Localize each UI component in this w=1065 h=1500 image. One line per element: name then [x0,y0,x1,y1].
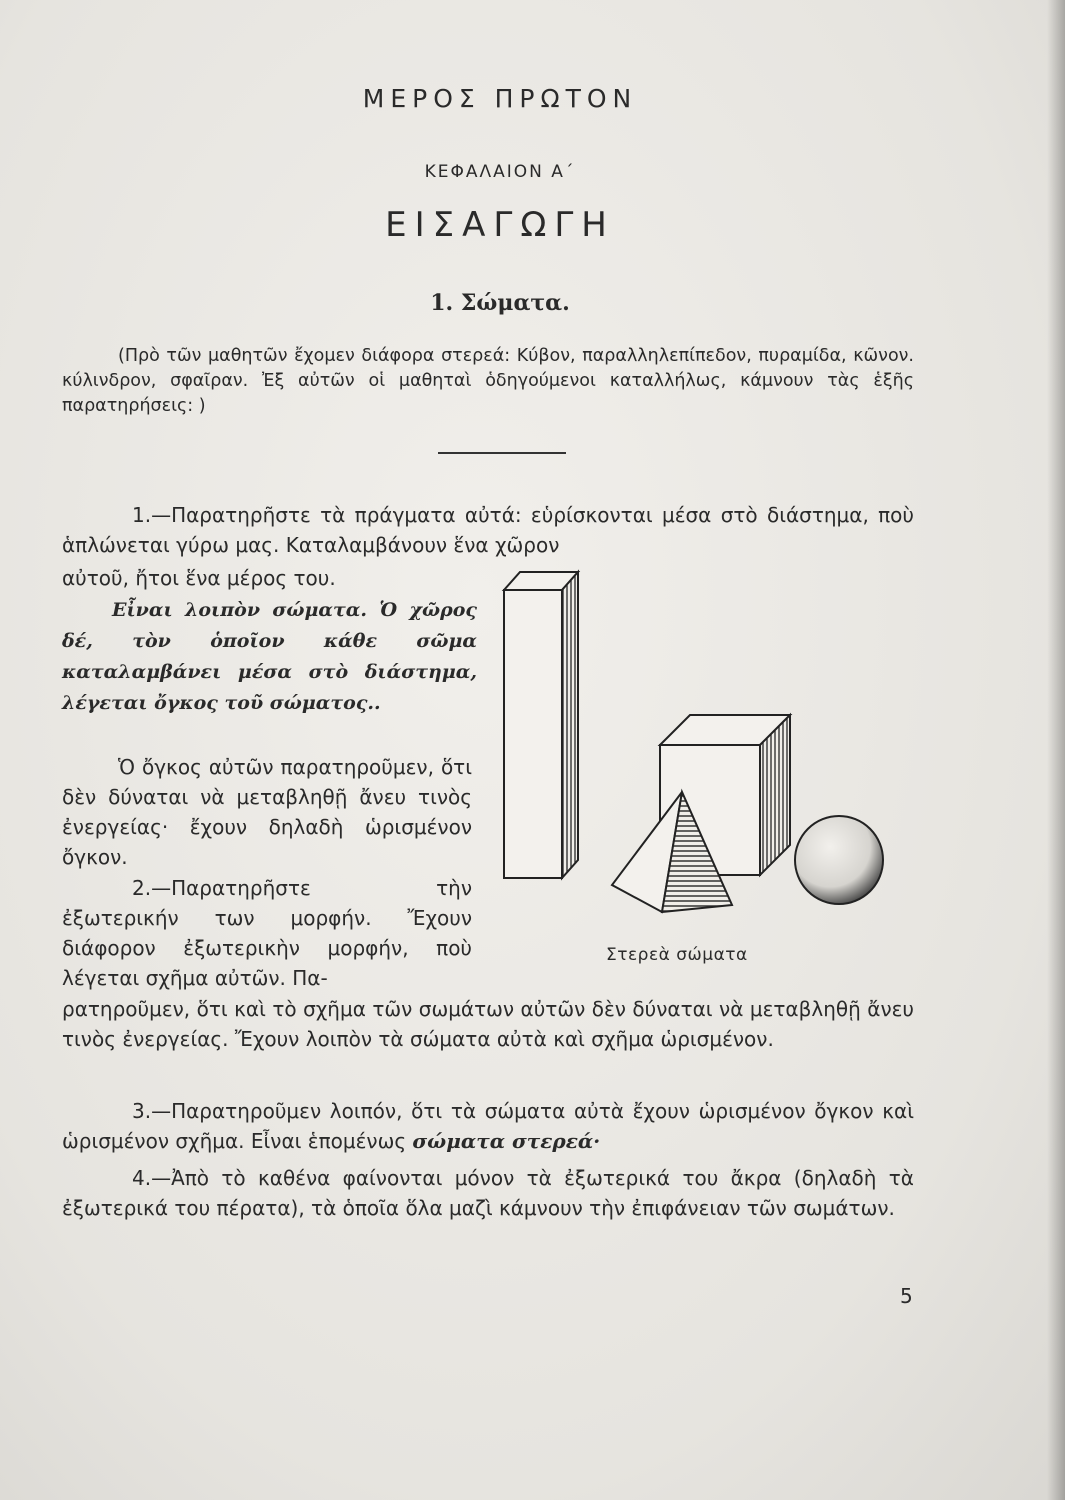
paragraph-1-continued: αὐτοῦ, ἤτοι ἕνα μέρος του. [62,566,336,590]
section-heading: 1. Σώματα. [430,290,570,316]
solid-bodies-illustration [490,560,910,940]
paragraph-3-emphasis: σώματα στερεά· [412,1129,601,1153]
paragraph-2: 2.—Παρατηρῆστε τὴν ἐξωτερικήν των μορφήν. Ἔχουν διάφορον ἐξωτερικὴν μορφήν, ποὺ λέγεται σχῆμα αὐτῶν. Πα- [62,876,472,990]
teacher-note: (Πρὸ τῶν μαθητῶν ἔχομεν διάφορα στερεά: Κύβον, παραλληλεπίπεδον, πυραμίδα, κῶνον. κύλινδρον, σφαῖραν. Ἐξ αὐτῶν οἱ μαθηταὶ ὁδηγούμενοι καταλλήλως, κάμνουν τὰς ἑξῆς παρατηρήσεις: ) [62,346,914,416]
paragraph-volume: Ὁ ὄγκος αὐτῶν παρατηροῦμεν, ὅτι δὲν δύναται νὰ μεταβληθῇ ἄνευ τινὸς ἐνεργείας· ἔχουν δηλαδὴ ὡρισμένον ὄγκον. [62,755,472,869]
part-heading: ΜΕΡΟΣ ΠΡΩΤΟΝ [362,84,638,113]
chapter-heading: ΚΕΦΑΛΑΙΟΝ Α΄ [424,162,576,182]
definition-italic: Εἶναι λοιπὸν σώματα. Ὁ χῶρος δέ, τὸν ὁποῖον κάθε σῶμα καταλαμβάνει μέσα στὸ διάστημα, λέγεται ὄγκος τοῦ σώματος.. [62,599,477,714]
sphere-shape [795,816,883,904]
paragraph-4: 4.—Ἀπὸ τὸ καθένα φαίνονται μόνον τὰ ἐξωτερικά του ἄκρα (δηλαδὴ τὰ ἐξωτερικά του πέρατα), τὰ ὁποῖα ὅλα μαζὶ κάμνουν τὴν ἐπιφάνειαν τῶν σωμάτων. [62,1166,914,1220]
paragraph-1: 1.—Παρατηρῆστε τὰ πράγματα αὐτά: εὑρίσκονται μέσα στὸ διάστημα, ποὺ ἁπλώνεται γύρω μας. Καταλαμβάνουν ἕνα χῶρον [62,503,914,557]
page-number: 5 [900,1284,913,1308]
paragraph-3 [62,1096,914,1156]
paragraph-2-continued: ρατηροῦμεν, ὅτι καὶ τὸ σχῆμα τῶν σωμάτων αὐτῶν δὲν δύναται νὰ μεταβληθῇ ἄνευ τινὸς ἐνεργείας. Ἔχουν λοιπὸν τὰ σώματα αὐτὰ καὶ σχῆμα ὡρισμένον. [62,997,914,1051]
figure-caption: Στερεὰ σώματα [606,945,748,965]
chapter-title: ΕΙΣΑΓΩΓΗ [385,205,615,245]
prism-shape [504,572,578,878]
paragraph-3-text: 3.—Παρατηροῦμεν λοιπόν, ὅτι τὰ σώματα αὐτὰ ἔχουν ὡρισμένον ὄγκον καὶ ὡρισμένον σχῆμα. Εἶναι ἑπομένως [62,1099,914,1153]
page-edge-shadow [1047,0,1065,1500]
divider-rule [438,452,566,454]
